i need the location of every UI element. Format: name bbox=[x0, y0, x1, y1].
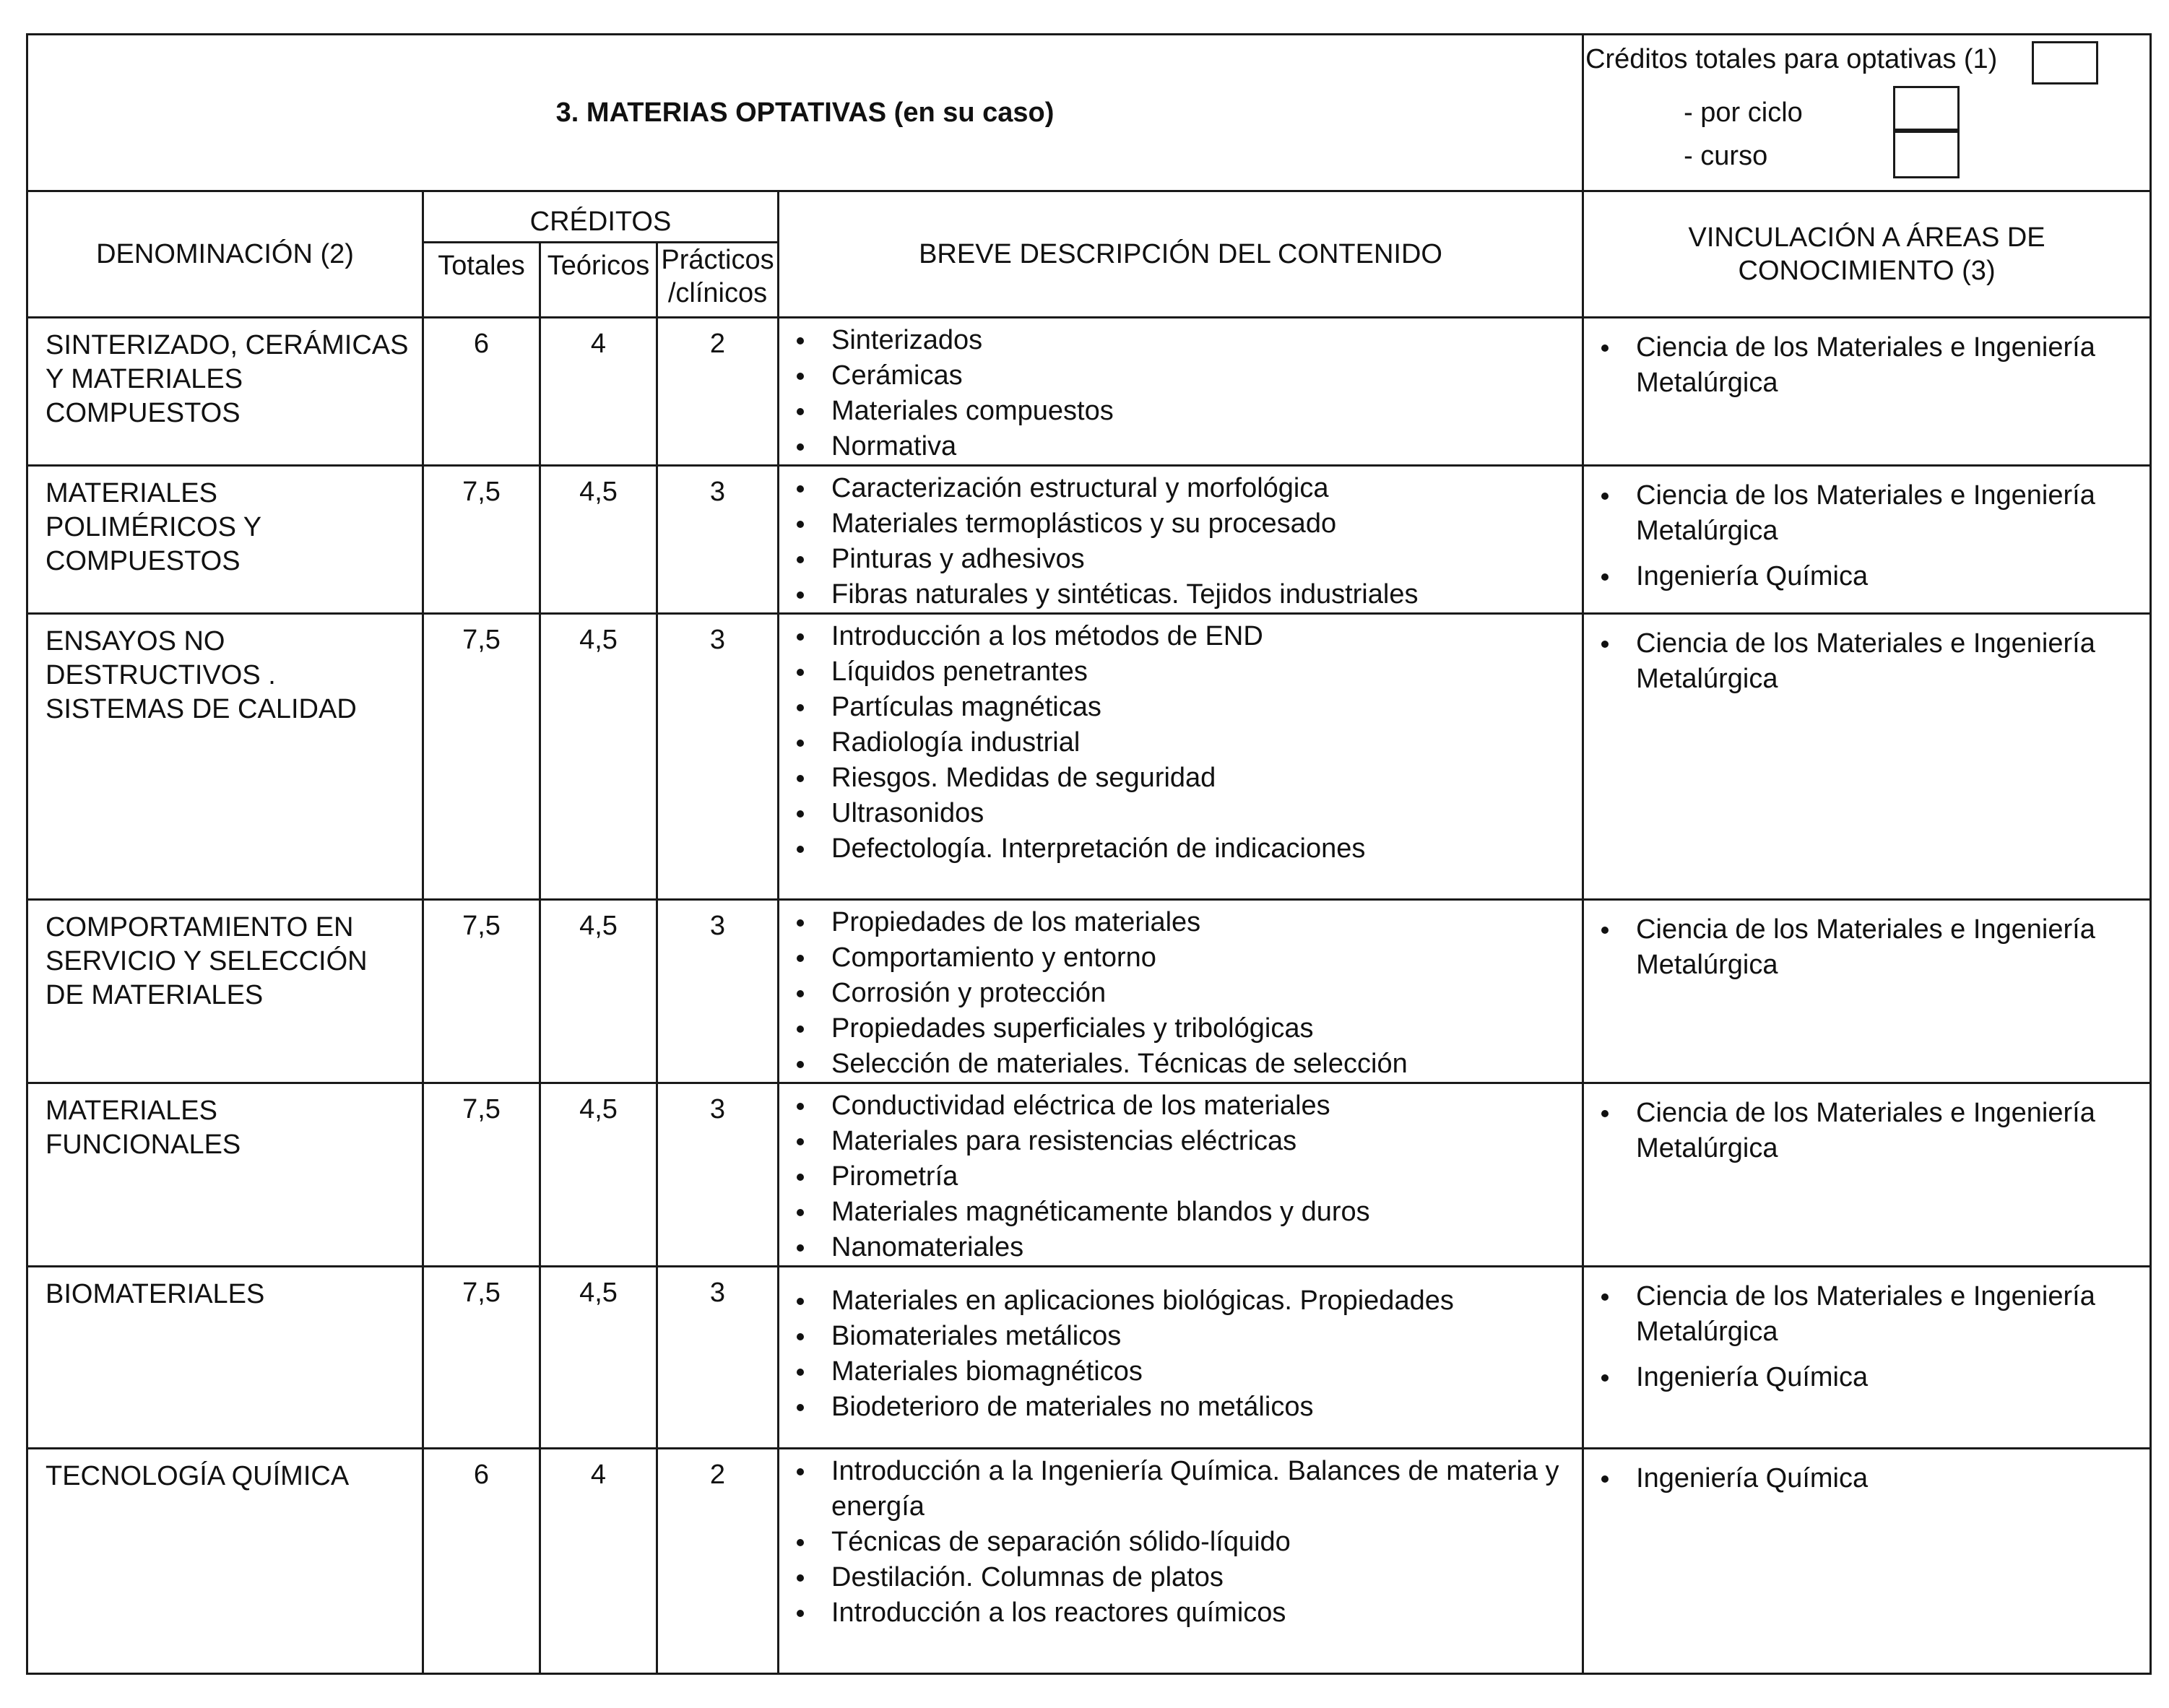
credits-summary-cell bbox=[1583, 35, 2151, 191]
knowledge-areas bbox=[1583, 900, 2151, 1083]
area-item: Ciencia de los Materiales e Ingeniería Metalúrgica bbox=[1591, 478, 2142, 549]
credits-practicos: 3 bbox=[657, 614, 779, 900]
content-item: Radiología industrial bbox=[787, 725, 1575, 760]
por-ciclo-box[interactable] bbox=[1893, 86, 1960, 131]
col-vinculacion-line2: CONOCIMIENTO (3) bbox=[1738, 256, 1996, 286]
subject-name-line: TECNOLOGÍA QUÍMICA bbox=[46, 1461, 350, 1491]
subject-name-line: Y MATERIALES bbox=[46, 364, 243, 394]
subject-name bbox=[27, 614, 423, 900]
content-description bbox=[779, 614, 1583, 900]
col-totales: Totales bbox=[423, 243, 540, 318]
subject-name bbox=[27, 466, 423, 614]
subject-name-line: BIOMATERIALES bbox=[46, 1279, 265, 1309]
subject-row bbox=[27, 1083, 2151, 1267]
col-teoricos: Teóricos bbox=[540, 243, 657, 318]
subject-row bbox=[27, 614, 2151, 900]
title-row bbox=[27, 35, 2151, 191]
document-page bbox=[26, 33, 2149, 1675]
content-item: Introducción a los reactores químicos bbox=[787, 1595, 1575, 1631]
col-vinculacion-line1: VINCULACIÓN A ÁREAS DE bbox=[1688, 222, 2045, 253]
credits-practicos: 3 bbox=[657, 1267, 779, 1449]
content-item: Corrosión y protección bbox=[787, 976, 1575, 1011]
subject-name-line: SISTEMAS DE CALIDAD bbox=[46, 694, 357, 724]
subject-name bbox=[27, 1083, 423, 1267]
content-item: Cerámicas bbox=[787, 358, 1575, 394]
subject-name bbox=[27, 1449, 423, 1674]
area-item: Ciencia de los Materiales e Ingeniería Metalúrgica bbox=[1591, 1096, 2142, 1166]
credits-totales: 7,5 bbox=[423, 1267, 540, 1449]
subject-name bbox=[27, 318, 423, 466]
curso-label: - curso bbox=[1684, 141, 1768, 171]
content-item: Materiales magnéticamente blandos y duros bbox=[787, 1195, 1575, 1230]
col-vinculacion bbox=[1583, 191, 2151, 318]
credits-totales: 6 bbox=[423, 318, 540, 466]
knowledge-areas bbox=[1583, 318, 2151, 466]
column-header-row-1 bbox=[27, 191, 2151, 243]
content-description bbox=[779, 1267, 1583, 1449]
content-item: Técnicas de separación sólido-líquido bbox=[787, 1525, 1575, 1560]
content-item: Materiales biomagnéticos bbox=[787, 1354, 1575, 1390]
credits-teoricos: 4,5 bbox=[540, 1267, 657, 1449]
subject-row bbox=[27, 1449, 2151, 1674]
content-item: Caracterización estructural y morfológica bbox=[787, 471, 1575, 506]
content-item: Destilación. Columnas de platos bbox=[787, 1560, 1575, 1595]
content-description bbox=[779, 1449, 1583, 1674]
content-item: Defectología. Interpretación de indicaciones bbox=[787, 831, 1575, 867]
credits-totales: 7,5 bbox=[423, 614, 540, 900]
content-item: Materiales en aplicaciones biológicas. Propiedades bbox=[787, 1283, 1575, 1319]
content-item: Sinterizados bbox=[787, 323, 1575, 358]
curso-box[interactable] bbox=[1893, 131, 1960, 178]
subject-name-line: COMPUESTOS bbox=[46, 546, 241, 576]
area-item: Ciencia de los Materiales e Ingeniería Metalúrgica bbox=[1591, 330, 2142, 401]
col-practicos bbox=[657, 243, 779, 318]
knowledge-areas bbox=[1583, 1267, 2151, 1449]
credits-teoricos: 4,5 bbox=[540, 466, 657, 614]
knowledge-areas bbox=[1583, 614, 2151, 900]
subject-row bbox=[27, 1267, 2151, 1449]
subject-name-line: MATERIALES bbox=[46, 478, 217, 508]
credits-practicos: 2 bbox=[657, 318, 779, 466]
area-item: Ingeniería Química bbox=[1591, 559, 2142, 594]
credits-totales: 7,5 bbox=[423, 900, 540, 1083]
creditos-totales-box[interactable] bbox=[2032, 41, 2098, 84]
content-item: Pinturas y adhesivos bbox=[787, 542, 1575, 577]
credits-practicos: 3 bbox=[657, 1083, 779, 1267]
content-item: Introducción a los métodos de END bbox=[787, 619, 1575, 654]
credits-totales: 7,5 bbox=[423, 466, 540, 614]
creditos-totales-label: Créditos totales para optativas (1) bbox=[1585, 44, 1998, 74]
col-descripcion: BREVE DESCRIPCIÓN DEL CONTENIDO bbox=[779, 191, 1583, 318]
credits-practicos: 2 bbox=[657, 1449, 779, 1674]
knowledge-areas bbox=[1583, 1449, 2151, 1674]
credits-totales: 6 bbox=[423, 1449, 540, 1674]
subject-name bbox=[27, 900, 423, 1083]
area-item: Ciencia de los Materiales e Ingeniería Metalúrgica bbox=[1591, 626, 2142, 697]
content-item: Propiedades superficiales y tribológicas bbox=[787, 1011, 1575, 1046]
content-item: Conductividad eléctrica de los materiales bbox=[787, 1088, 1575, 1124]
credits-practicos: 3 bbox=[657, 900, 779, 1083]
section-title: 3. MATERIAS OPTATIVAS (en su caso) bbox=[27, 35, 1583, 191]
subject-row bbox=[27, 318, 2151, 466]
credits-totales: 7,5 bbox=[423, 1083, 540, 1267]
subject-row bbox=[27, 900, 2151, 1083]
col-creditos: CRÉDITOS bbox=[423, 191, 779, 243]
credits-teoricos: 4,5 bbox=[540, 1083, 657, 1267]
area-item: Ciencia de los Materiales e Ingeniería Metalúrgica bbox=[1591, 1279, 2142, 1350]
content-item: Ultrasonidos bbox=[787, 796, 1575, 831]
credits-teoricos: 4,5 bbox=[540, 900, 657, 1083]
content-description bbox=[779, 466, 1583, 614]
knowledge-areas bbox=[1583, 1083, 2151, 1267]
area-item: Ingeniería Química bbox=[1591, 1461, 2142, 1496]
content-item: Selección de materiales. Técnicas de selección bbox=[787, 1046, 1575, 1082]
content-item: Normativa bbox=[787, 429, 1575, 464]
subject-name-line: ENSAYOS NO bbox=[46, 626, 225, 656]
col-denominacion: DENOMINACIÓN (2) bbox=[27, 191, 423, 318]
content-item: Nanomateriales bbox=[787, 1230, 1575, 1265]
content-item: Introducción a la Ingeniería Química. Balances de materia y energía bbox=[787, 1454, 1575, 1525]
col-practicos-line2: /clínicos bbox=[667, 278, 768, 308]
area-item: Ingeniería Química bbox=[1591, 1360, 2142, 1395]
subject-name-line: SINTERIZADO, CERÁMICAS bbox=[46, 330, 409, 360]
subject-name-line: COMPORTAMIENTO EN bbox=[46, 912, 354, 942]
subject-name-line: DE MATERIALES bbox=[46, 980, 264, 1010]
subject-name-line: POLIMÉRICOS Y bbox=[46, 512, 262, 542]
col-practicos-line1: Prácticos bbox=[661, 245, 774, 275]
content-description bbox=[779, 900, 1583, 1083]
content-item: Partículas magnéticas bbox=[787, 690, 1575, 725]
content-item: Materiales compuestos bbox=[787, 394, 1575, 429]
content-item: Materiales para resistencias eléctricas bbox=[787, 1124, 1575, 1159]
credits-teoricos: 4,5 bbox=[540, 614, 657, 900]
knowledge-areas bbox=[1583, 466, 2151, 614]
subject-rows bbox=[27, 318, 2151, 1674]
subject-name-line: COMPUESTOS bbox=[46, 398, 241, 428]
content-item: Materiales termoplásticos y su procesado bbox=[787, 506, 1575, 542]
subject-name-line: DESTRUCTIVOS . bbox=[46, 660, 276, 690]
por-ciclo-label: - por ciclo bbox=[1684, 97, 1803, 128]
content-item: Líquidos penetrantes bbox=[787, 654, 1575, 690]
content-item: Biodeterioro de materiales no metálicos bbox=[787, 1390, 1575, 1425]
content-description bbox=[779, 1083, 1583, 1267]
content-item: Comportamiento y entorno bbox=[787, 940, 1575, 976]
subject-name-line: SERVICIO Y SELECCIÓN bbox=[46, 946, 368, 976]
content-item: Fibras naturales y sintéticas. Tejidos industriales bbox=[787, 577, 1575, 612]
content-item: Propiedades de los materiales bbox=[787, 905, 1575, 940]
subject-row bbox=[27, 466, 2151, 614]
content-item: Riesgos. Medidas de seguridad bbox=[787, 760, 1575, 796]
credits-teoricos: 4 bbox=[540, 1449, 657, 1674]
subject-name bbox=[27, 1267, 423, 1449]
content-item: Pirometría bbox=[787, 1159, 1575, 1195]
credits-practicos: 3 bbox=[657, 466, 779, 614]
area-item: Ciencia de los Materiales e Ingeniería Metalúrgica bbox=[1591, 912, 2142, 983]
subject-name-line: FUNCIONALES bbox=[46, 1130, 241, 1160]
content-description bbox=[779, 318, 1583, 466]
credits-teoricos: 4 bbox=[540, 318, 657, 466]
content-item: Biomateriales metálicos bbox=[787, 1319, 1575, 1354]
optativas-table bbox=[26, 33, 2152, 1675]
subject-name-line: MATERIALES bbox=[46, 1096, 217, 1126]
